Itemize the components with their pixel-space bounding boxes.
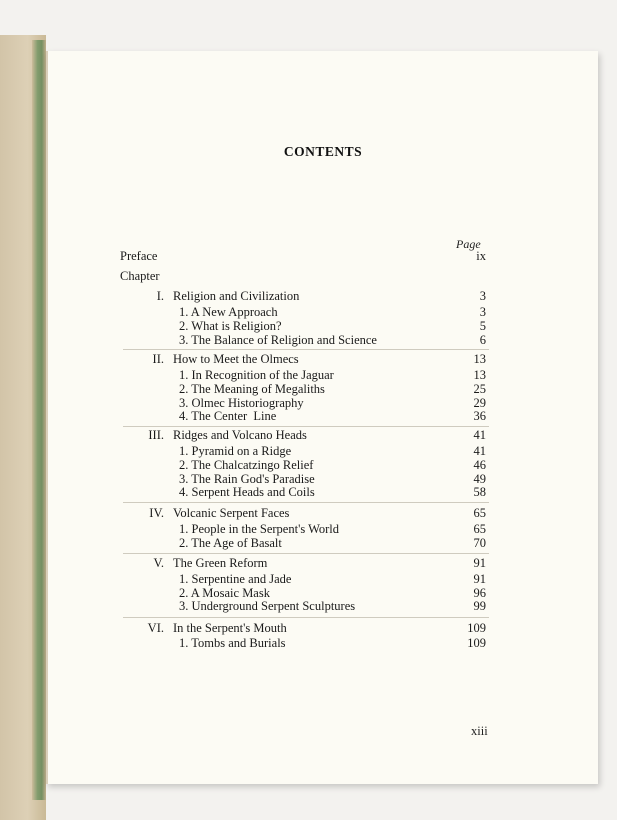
section-label: 3. Olmec Historiography [179,396,304,410]
chapter-page: 3 [479,289,486,303]
chapter-page: 65 [473,506,486,520]
book-page [46,51,598,784]
section-label: 1. A New Approach [179,305,278,319]
section-row [179,444,486,458]
section-label: 2. What is Religion? [179,319,282,333]
section-row [179,333,486,347]
preface-page: ix [476,249,486,263]
section-page: 91 [473,572,486,586]
chapter-numeral: II. [152,352,164,366]
section-row [179,522,486,536]
chapter-row [138,506,486,520]
section-row [179,636,486,650]
section-page: 29 [473,396,486,410]
section-row [179,305,486,319]
page-folio: xiii [471,724,488,738]
section-page: 109 [467,636,486,650]
section-label: 1. Tombs and Burials [179,636,286,650]
section-page: 99 [473,599,486,613]
chapter-row [138,556,486,570]
section-label: 1. Serpentine and Jade [179,572,292,586]
section-label: 3. The Rain God's Paradise [179,472,315,486]
section-label: 4. Serpent Heads and Coils [179,485,315,499]
chapter-page: 91 [473,556,486,570]
section-row [179,382,486,396]
page-column-label: Page [456,237,481,251]
section-label: 3. Underground Serpent Sculptures [179,599,356,613]
section-label: 2. The Chalcatzingo Relief [179,458,314,472]
chapter-page: 41 [473,428,486,442]
chapter-title: Volcanic Serpent Faces [173,506,290,520]
section-page: 13 [473,368,486,382]
chapter-row [138,428,486,442]
cover-edge [32,40,46,800]
section-page: 5 [479,319,486,333]
chapter-row [138,352,486,366]
chapter-separator [123,502,489,503]
chapter-row [138,621,486,635]
chapter-title: Religion and Civilization [173,289,300,303]
chapter-row [138,289,486,303]
section-row [179,368,486,382]
section-label: 4. The Center Line [179,409,277,423]
section-page: 3 [479,305,486,319]
chapter-page: 13 [473,352,486,366]
chapter-numeral: III. [148,428,164,442]
chapter-separator [123,349,489,350]
section-row [179,536,486,550]
preface-row [120,249,486,263]
chapter-heading: Chapter [120,269,160,283]
section-label: 1. In Recognition of the Jaguar [179,368,334,382]
section-label: 2. The Meaning of Megaliths [179,382,325,396]
section-label: 2. A Mosaic Mask [179,586,270,600]
section-row [179,485,486,499]
chapter-numeral: V. [153,556,164,570]
section-page: 36 [473,409,486,423]
chapter-numeral: I. [156,289,164,303]
chapter-title: The Green Reform [173,556,268,570]
section-row [179,319,486,333]
section-page: 70 [473,536,486,550]
section-row [179,599,486,613]
section-page: 65 [473,522,486,536]
section-row [179,396,486,410]
section-label: 3. The Balance of Religion and Science [179,333,377,347]
section-label: 1. Pyramid on a Ridge [179,444,292,458]
section-page: 49 [473,472,486,486]
chapter-page: 109 [467,621,486,635]
section-page: 96 [473,586,486,600]
chapter-separator [123,426,489,427]
chapter-title: How to Meet the Olmecs [173,352,299,366]
chapter-numeral: IV. [149,506,164,520]
chapter-numeral: VI. [147,621,164,635]
preface-label: Preface [120,249,158,263]
chapter-title: Ridges and Volcano Heads [173,428,307,442]
section-page: 58 [473,485,486,499]
section-page: 25 [473,382,486,396]
chapter-separator [123,553,489,554]
page-title: CONTENTS [283,144,363,159]
section-row [179,409,486,423]
chapter-title: In the Serpent's Mouth [173,621,287,635]
chapter-separator [123,617,489,618]
section-page: 41 [473,444,486,458]
section-label: 1. People in the Serpent's World [179,522,340,536]
section-page: 46 [473,458,486,472]
section-page: 6 [479,333,486,347]
section-row [179,458,486,472]
section-row [179,586,486,600]
section-label: 2. The Age of Basalt [179,536,282,550]
section-row [179,572,486,586]
section-row [179,472,486,486]
